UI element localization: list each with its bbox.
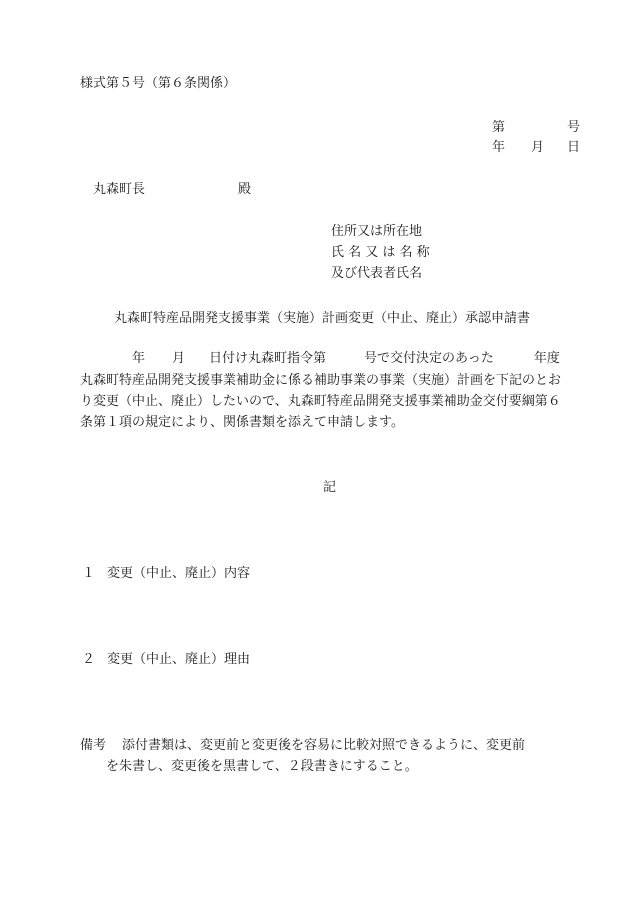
addressee-name: 丸森町長 [93, 182, 146, 197]
item-2-number: ２ [82, 652, 96, 667]
remarks-label: 備考 [80, 738, 107, 753]
doc-number-prefix: 第 [492, 120, 506, 135]
body-approved: 号で交付決定のあった [364, 351, 494, 366]
body-year: 年 [132, 351, 146, 366]
applicant-name-label: 氏 名 又 は 名 称 [331, 245, 430, 260]
body-line-4: 条第１項の規定により、関係書類を添えて申請します。 [80, 415, 404, 430]
applicant-representative-label: 及び代表者氏名 [331, 266, 423, 281]
form-number: 様式第５号（第６条関係） [80, 76, 237, 91]
item-1-number: １ [82, 566, 96, 581]
doc-number-suffix: 号 [567, 120, 581, 135]
item-1-label: 変更（中止、廃止）内容 [107, 566, 251, 581]
body-month: 月 [172, 351, 186, 366]
document-title: 丸森町特産品開発支援事業（実施）計画変更（中止、廃止）承認申請書 [114, 311, 531, 326]
applicant-address-label: 住所又は所在地 [331, 224, 423, 239]
record-label: 記 [323, 480, 337, 495]
addressee-line [93, 183, 251, 196]
body-dated: 日付け丸森町指令第 [209, 351, 327, 366]
body-fiscal-year: 年度 [533, 351, 560, 366]
remarks-line-2: を朱書し、変更後を黒書して、２段書きにすること。 [106, 759, 418, 774]
document-number-line [492, 121, 580, 134]
remarks [80, 739, 525, 752]
date-line [492, 141, 580, 154]
item-1 [82, 567, 250, 580]
date-year: 年 [492, 140, 506, 155]
remarks-line-1: 添付書類は、変更前と変更後を容易に比較対照できるように、変更前 [122, 738, 526, 753]
date-month: 月 [531, 140, 545, 155]
item-2 [82, 653, 250, 666]
item-2-label: 変更（中止、廃止）理由 [107, 652, 251, 667]
body-line-2: 丸森町特産品開発支援事業補助金に係る補助事業の事業（実施）計画を下記のとお [80, 373, 562, 388]
body-line-3: り変更（中止、廃止）したいので、丸森町特産品開発支援事業補助金交付要綱第６ [80, 394, 561, 409]
date-day: 日 [567, 140, 581, 155]
addressee-honorific: 殿 [238, 182, 252, 197]
body-line-1 [132, 352, 560, 365]
